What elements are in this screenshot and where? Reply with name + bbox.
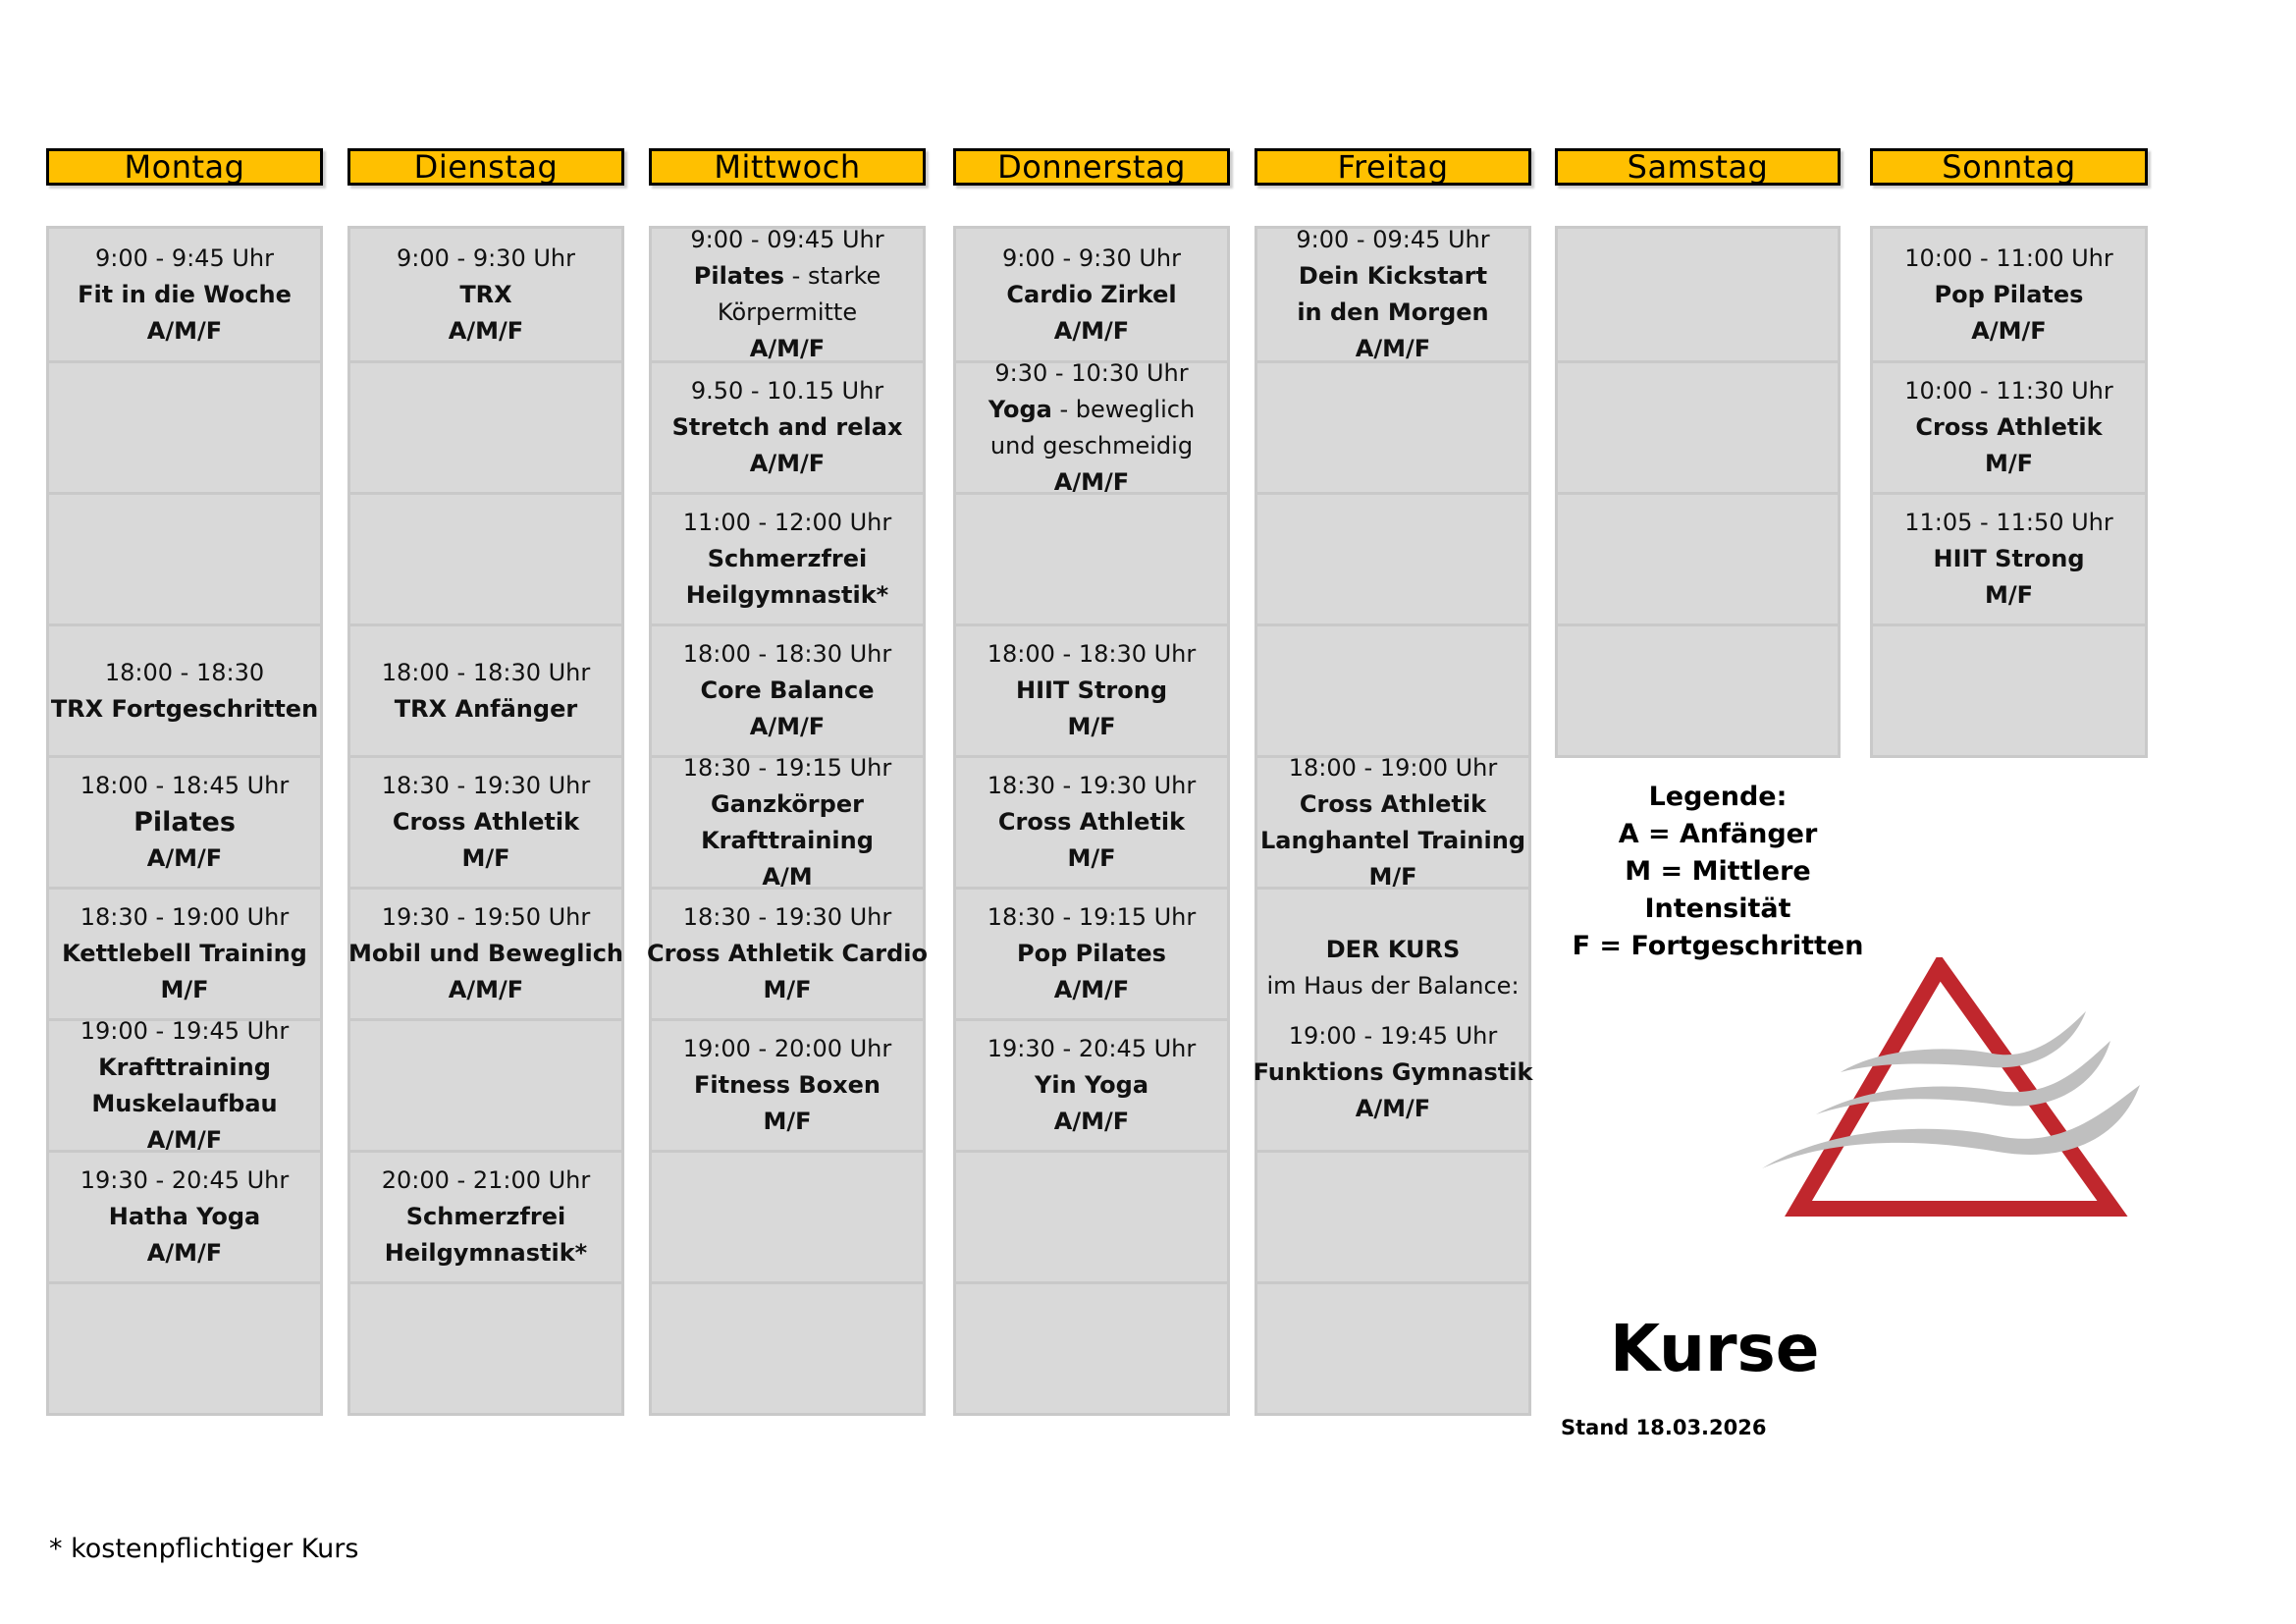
course-name: Pop Pilates xyxy=(1017,940,1166,967)
course-time: 18:00 - 18:45 Uhr xyxy=(80,772,290,799)
special-subtitle: im Haus der Balance: xyxy=(1266,972,1520,1000)
course-slot xyxy=(1873,360,2145,492)
empty-slot xyxy=(956,1281,1227,1413)
day-header-samstag: Samstag xyxy=(1555,148,1841,186)
course-slot xyxy=(49,623,320,755)
course-name: HIIT Strong xyxy=(1015,677,1168,704)
course-time: 10:00 - 11:00 Uhr xyxy=(1904,244,2113,272)
course-name: Mobil und Beweglich xyxy=(347,940,624,967)
course-name: Funktions Gymnastik xyxy=(1253,1058,1533,1086)
empty-slot xyxy=(1257,623,1528,755)
course-slot xyxy=(350,229,621,360)
course-time: 9:30 - 10:30 Uhr xyxy=(994,358,1189,387)
course-slot xyxy=(652,492,923,623)
course-name: HIIT Strong xyxy=(1933,545,2085,572)
stand-date: Stand 18.03.2026 xyxy=(1561,1416,1767,1439)
course-level: M/F xyxy=(1067,844,1116,872)
course-time: 19:00 - 20:00 Uhr xyxy=(682,1035,892,1062)
course-level: A/M/F xyxy=(1355,335,1431,362)
course-time: 18:00 - 18:30 Uhr xyxy=(682,640,892,668)
course-name: TRX Fortgeschritten xyxy=(50,694,319,723)
empty-slot xyxy=(1558,623,1838,755)
course-slot xyxy=(652,753,923,891)
course-name: Cross Athletik xyxy=(392,808,580,836)
course-slot xyxy=(956,229,1227,360)
day-header-donnerstag: Donnerstag xyxy=(953,148,1230,186)
course-slot xyxy=(347,887,624,1018)
course-level: A/M/F xyxy=(1053,1108,1130,1135)
course-time: 18:30 - 19:15 Uhr xyxy=(682,753,892,782)
course-time: 19:30 - 19:50 Uhr xyxy=(381,903,591,931)
legend-m: M = Mittlere Intensität xyxy=(1625,856,1811,924)
course-name: Yin Yoga xyxy=(1034,1071,1149,1099)
course-slot xyxy=(652,623,923,755)
course-name: Cross Athletik Cardio xyxy=(646,940,929,967)
course-slot xyxy=(956,358,1227,496)
course-level: M/F xyxy=(1984,581,2034,609)
course-level: A/M/F xyxy=(749,713,826,740)
special-title: DER KURS xyxy=(1325,936,1461,963)
empty-slot xyxy=(956,1150,1227,1281)
course-slot xyxy=(350,1150,621,1281)
empty-slot xyxy=(49,360,320,492)
day-header-dienstag: Dienstag xyxy=(347,148,624,186)
course-name: Dein Kickstart xyxy=(1298,262,1488,290)
course-name: Cardio Zirkel xyxy=(1006,280,1177,308)
day-header-freitag: Freitag xyxy=(1255,148,1531,186)
course-name: Fit in die Woche xyxy=(78,280,292,308)
course-name: Krafttraining xyxy=(98,1053,271,1081)
course-slot xyxy=(49,1016,320,1154)
course-time: 11:05 - 11:50 Uhr xyxy=(1904,509,2113,536)
course-time: 10:00 - 11:30 Uhr xyxy=(1904,377,2113,405)
column-donnerstag xyxy=(953,226,1230,1416)
course-time: 9:00 - 09:45 Uhr xyxy=(690,226,884,253)
course-time: 19:30 - 20:45 Uhr xyxy=(987,1035,1197,1062)
course-slot xyxy=(956,887,1227,1018)
course-name-main: Yoga xyxy=(988,395,1052,423)
column-dienstag xyxy=(347,226,624,1416)
course-name-rest: - starke xyxy=(784,262,881,290)
course-name: TRX Anfänger xyxy=(394,694,578,723)
course-name-line2: Heilgymnastik* xyxy=(685,581,889,609)
course-name-line2: Heilgymnastik* xyxy=(384,1239,588,1267)
course-name-main: Pilates xyxy=(693,262,785,290)
day-header-montag: Montag xyxy=(46,148,323,186)
course-slot xyxy=(350,623,621,755)
course-level: A/M xyxy=(762,862,813,891)
column-mittwoch xyxy=(646,226,929,1416)
course-time: 18:30 - 19:00 Uhr xyxy=(80,903,290,931)
course-slot xyxy=(652,1018,923,1150)
course-time: 18:00 - 18:30 Uhr xyxy=(381,658,591,686)
course-level: M/F xyxy=(160,976,209,1003)
course-slot xyxy=(652,226,923,362)
course-level: M/F xyxy=(461,844,510,872)
course-name-line2: Krafttraining xyxy=(701,826,874,854)
course-time: 9:00 - 09:45 Uhr xyxy=(1296,226,1490,253)
empty-slot xyxy=(1257,1150,1528,1281)
course-slot xyxy=(652,360,923,492)
course-time: 19:00 - 19:45 Uhr xyxy=(1288,1022,1498,1050)
empty-slot xyxy=(1558,492,1838,623)
legend xyxy=(1561,779,1875,965)
course-time: 20:00 - 21:00 Uhr xyxy=(381,1166,591,1194)
course-name xyxy=(988,392,1195,428)
course-slot xyxy=(956,623,1227,755)
course-time: 18:30 - 19:15 Uhr xyxy=(987,903,1197,931)
course-level: A/M/F xyxy=(448,316,524,345)
column-sonntag xyxy=(1870,226,2148,758)
triangle-waves-logo-icon xyxy=(1737,957,2150,1222)
empty-slot xyxy=(652,1150,923,1281)
legend-a: A = Anfänger xyxy=(1618,819,1818,849)
column-montag xyxy=(46,226,323,1416)
course-slot xyxy=(1873,492,2145,623)
empty-slot xyxy=(1558,229,1838,360)
course-level: A/M/F xyxy=(1971,316,2047,345)
course-name-line2: Langhantel Training xyxy=(1259,826,1526,854)
empty-slot xyxy=(49,1281,320,1413)
course-name: Cross Athletik xyxy=(1915,413,2103,441)
course-time: 9:00 - 9:30 Uhr xyxy=(397,244,575,272)
course-name: TRX xyxy=(459,280,512,308)
course-level: M/F xyxy=(1984,450,2034,477)
empty-slot xyxy=(956,492,1227,623)
course-name-line2: in den Morgen xyxy=(1297,298,1489,326)
legend-f: F = Fortgeschritten xyxy=(1572,931,1864,961)
footnote: * kostenpflichtiger Kurs xyxy=(49,1534,359,1564)
course-time: 18:30 - 19:30 Uhr xyxy=(381,772,591,799)
day-header-mittwoch: Mittwoch xyxy=(649,148,926,186)
empty-slot xyxy=(350,1018,621,1150)
course-level: A/M/F xyxy=(146,844,223,872)
course-time: 18:00 - 19:00 Uhr xyxy=(1288,753,1498,782)
course-time: 19:30 - 20:45 Uhr xyxy=(80,1166,290,1194)
empty-slot xyxy=(350,492,621,623)
course-name: Fitness Boxen xyxy=(693,1071,881,1099)
course-slot xyxy=(1873,229,2145,360)
empty-slot xyxy=(1257,1281,1528,1413)
course-name: Pop Pilates xyxy=(1934,280,2084,308)
course-time: 9:00 - 9:45 Uhr xyxy=(95,244,274,272)
course-slot xyxy=(49,755,320,887)
course-slot xyxy=(1257,226,1528,362)
course-level: A/M/F xyxy=(1053,976,1130,1003)
course-slot xyxy=(1253,887,1533,1150)
empty-slot xyxy=(350,1281,621,1413)
course-level: A/M/F xyxy=(1355,1095,1431,1122)
course-time: 18:00 - 18:30 xyxy=(104,658,265,686)
page-title: Kurse xyxy=(1610,1311,1820,1386)
course-level: M/F xyxy=(763,976,812,1003)
course-name: Hatha Yoga xyxy=(108,1203,261,1230)
course-slot xyxy=(49,229,320,360)
course-name: Pilates xyxy=(133,807,236,838)
legend-title: Legende: xyxy=(1648,782,1788,812)
course-level: M/F xyxy=(1368,862,1417,891)
course-name xyxy=(694,258,881,295)
column-samstag xyxy=(1555,226,1841,758)
course-level: A/M/F xyxy=(146,316,223,345)
course-name: Ganzkörper xyxy=(711,789,864,818)
empty-slot xyxy=(652,1281,923,1413)
course-time: 18:30 - 19:30 Uhr xyxy=(987,772,1197,799)
course-level: A/M/F xyxy=(1053,467,1130,496)
course-name-line2: Körpermitte xyxy=(717,298,858,326)
empty-slot xyxy=(1558,360,1838,492)
course-slot xyxy=(956,755,1227,887)
course-slot xyxy=(49,887,320,1018)
course-name: Schmerzfrei xyxy=(405,1203,566,1230)
course-name-line2: Muskelaufbau xyxy=(91,1089,278,1117)
empty-slot xyxy=(350,360,621,492)
course-level: M/F xyxy=(1067,713,1116,740)
course-time: 19:00 - 19:45 Uhr xyxy=(80,1016,290,1045)
course-name: Cross Athletik xyxy=(997,808,1186,836)
empty-slot xyxy=(49,492,320,623)
course-name: Core Balance xyxy=(700,677,875,704)
day-header-sonntag: Sonntag xyxy=(1870,148,2148,186)
course-time: 9:00 - 9:30 Uhr xyxy=(1002,244,1181,272)
course-name-line2: und geschmeidig xyxy=(989,431,1194,460)
course-level: A/M/F xyxy=(749,335,826,362)
course-time: 18:30 - 19:30 Uhr xyxy=(682,903,892,931)
empty-slot xyxy=(1257,492,1528,623)
course-slot xyxy=(646,887,929,1018)
course-slot xyxy=(956,1018,1227,1150)
course-time: 11:00 - 12:00 Uhr xyxy=(682,509,892,536)
course-level: M/F xyxy=(763,1108,812,1135)
course-slot xyxy=(1257,753,1528,891)
course-time: 18:00 - 18:30 Uhr xyxy=(987,640,1197,668)
course-name: Schmerzfrei xyxy=(707,545,868,572)
course-name: Cross Athletik xyxy=(1299,789,1487,818)
course-slot xyxy=(350,755,621,887)
course-slot xyxy=(49,1150,320,1281)
course-level: A/M/F xyxy=(146,1239,223,1267)
column-freitag xyxy=(1255,226,1531,1416)
course-time: 9.50 - 10.15 Uhr xyxy=(690,377,884,405)
course-level: A/M/F xyxy=(146,1125,223,1154)
empty-slot xyxy=(1873,623,2145,755)
course-level: A/M/F xyxy=(749,450,826,477)
course-name-rest: - beweglich xyxy=(1051,395,1196,423)
empty-slot xyxy=(1257,360,1528,492)
course-name: Kettlebell Training xyxy=(62,940,307,967)
course-name: Stretch and relax xyxy=(671,413,903,441)
course-level: A/M/F xyxy=(1053,316,1130,345)
course-level: A/M/F xyxy=(448,976,524,1003)
